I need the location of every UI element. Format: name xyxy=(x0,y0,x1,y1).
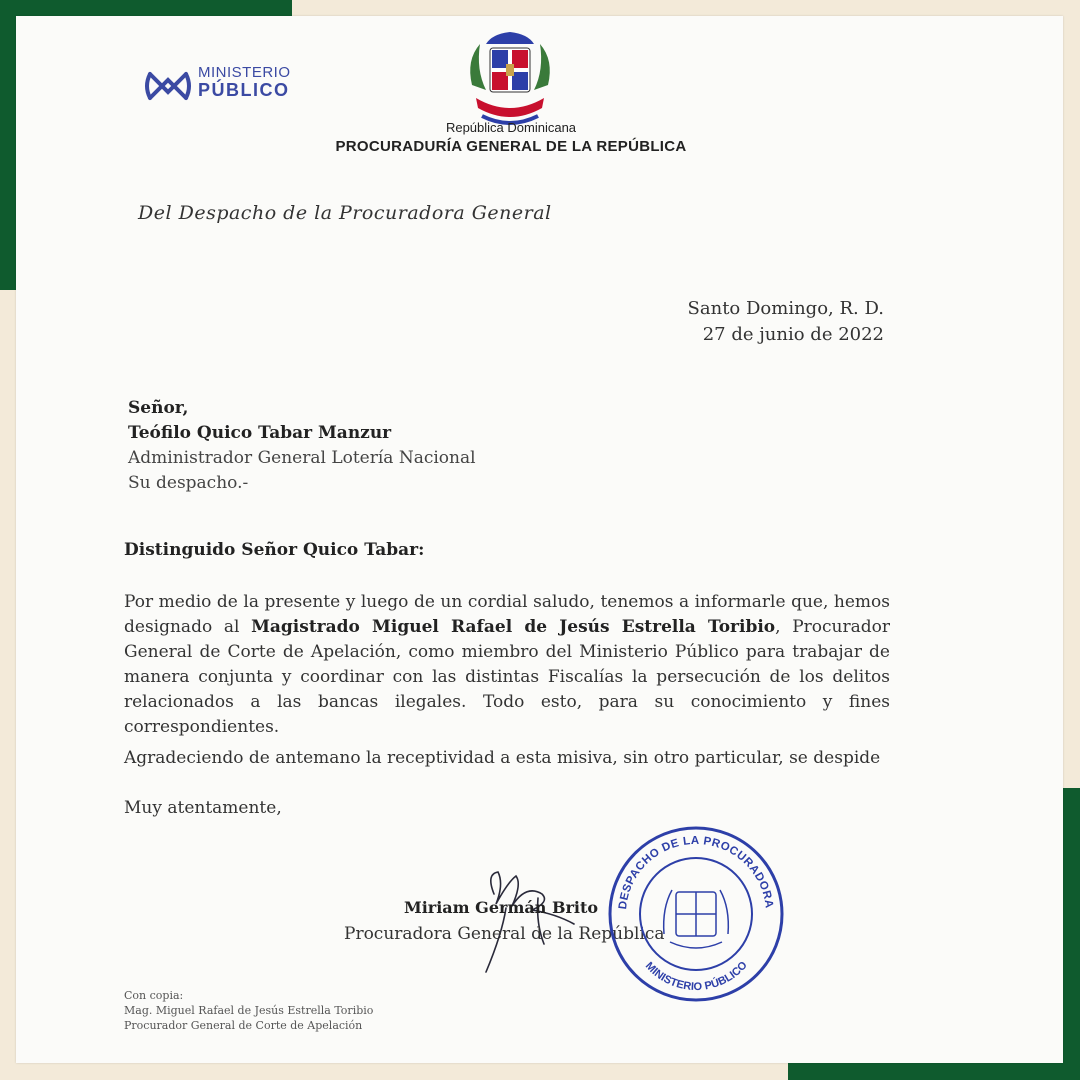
copy-name: Mag. Miguel Rafael de Jesús Estrella Toribio xyxy=(124,1004,374,1017)
body-paragraph-1 xyxy=(124,590,890,740)
closing: Muy atentamente, xyxy=(124,798,282,818)
logo-line2: PÚBLICO xyxy=(198,80,290,100)
addressee-location: Su despacho.- xyxy=(128,473,249,493)
svg-text:MINISTERIO PÚBLICO: MINISTERIO PÚBLICO xyxy=(642,959,750,994)
handwritten-signature xyxy=(446,854,606,984)
addressee-salutation: Señor, xyxy=(128,398,189,418)
office-heading: Del Despacho de la Procuradora General xyxy=(138,202,552,224)
addressee-position: Administrador General Lotería Nacional xyxy=(128,448,476,468)
body-p1-before: Por medio de la presente y luego de un cordial saludo, tenemos a informarle que, hemos designado al xyxy=(124,592,890,637)
official-seal-stamp xyxy=(606,824,786,1004)
addressee-block xyxy=(128,396,476,496)
letter-page xyxy=(16,16,1063,1063)
signatory-title: Procuradora General de la República xyxy=(344,924,665,944)
date: 27 de junio de 2022 xyxy=(702,324,884,345)
institution-name: PROCURADURÍA GENERAL DE LA REPÚBLICA xyxy=(335,138,687,155)
body-p1-bold: Magistrado Miguel Rafael de Jesús Estrella Toribio xyxy=(251,617,776,637)
body-p1-after: , Procurador General de Corte de Apelación, como miembro del Ministerio Público para trabajar de manera conjunta y coordinar con las distintas Fiscalías la persecución de los delitos relacionados a las bancas ilegales. Todo esto, para su conocimiento y fines correspondientes. xyxy=(124,617,890,737)
country-name: República Dominicana xyxy=(445,120,577,135)
logo-line1: MINISTERIO xyxy=(198,64,291,81)
place: Santo Domingo, R. D. xyxy=(687,298,884,319)
copy-block xyxy=(124,988,373,1033)
signatory-name: Miriam Germán Brito xyxy=(404,898,599,917)
body-paragraph-2: Agradeciendo de antemano la receptividad a esta misiva, sin otro particular, se despide xyxy=(124,748,881,768)
coat-of-arms-icon xyxy=(462,30,558,130)
ministerio-publico-logo xyxy=(142,64,302,114)
copy-title: Procurador General de Corte de Apelación xyxy=(124,1019,363,1032)
copy-label: Con copia: xyxy=(124,989,184,1002)
svg-text:DESPACHO DE LA PROCURADORA GEN: DESPACHO DE LA PROCURADORA xyxy=(617,834,775,911)
knot-icon xyxy=(142,66,194,106)
addressee-name: Teófilo Quico Tabar Manzur xyxy=(128,423,392,443)
greeting: Distinguido Señor Quico Tabar: xyxy=(124,540,425,560)
place-date-block xyxy=(616,296,884,348)
